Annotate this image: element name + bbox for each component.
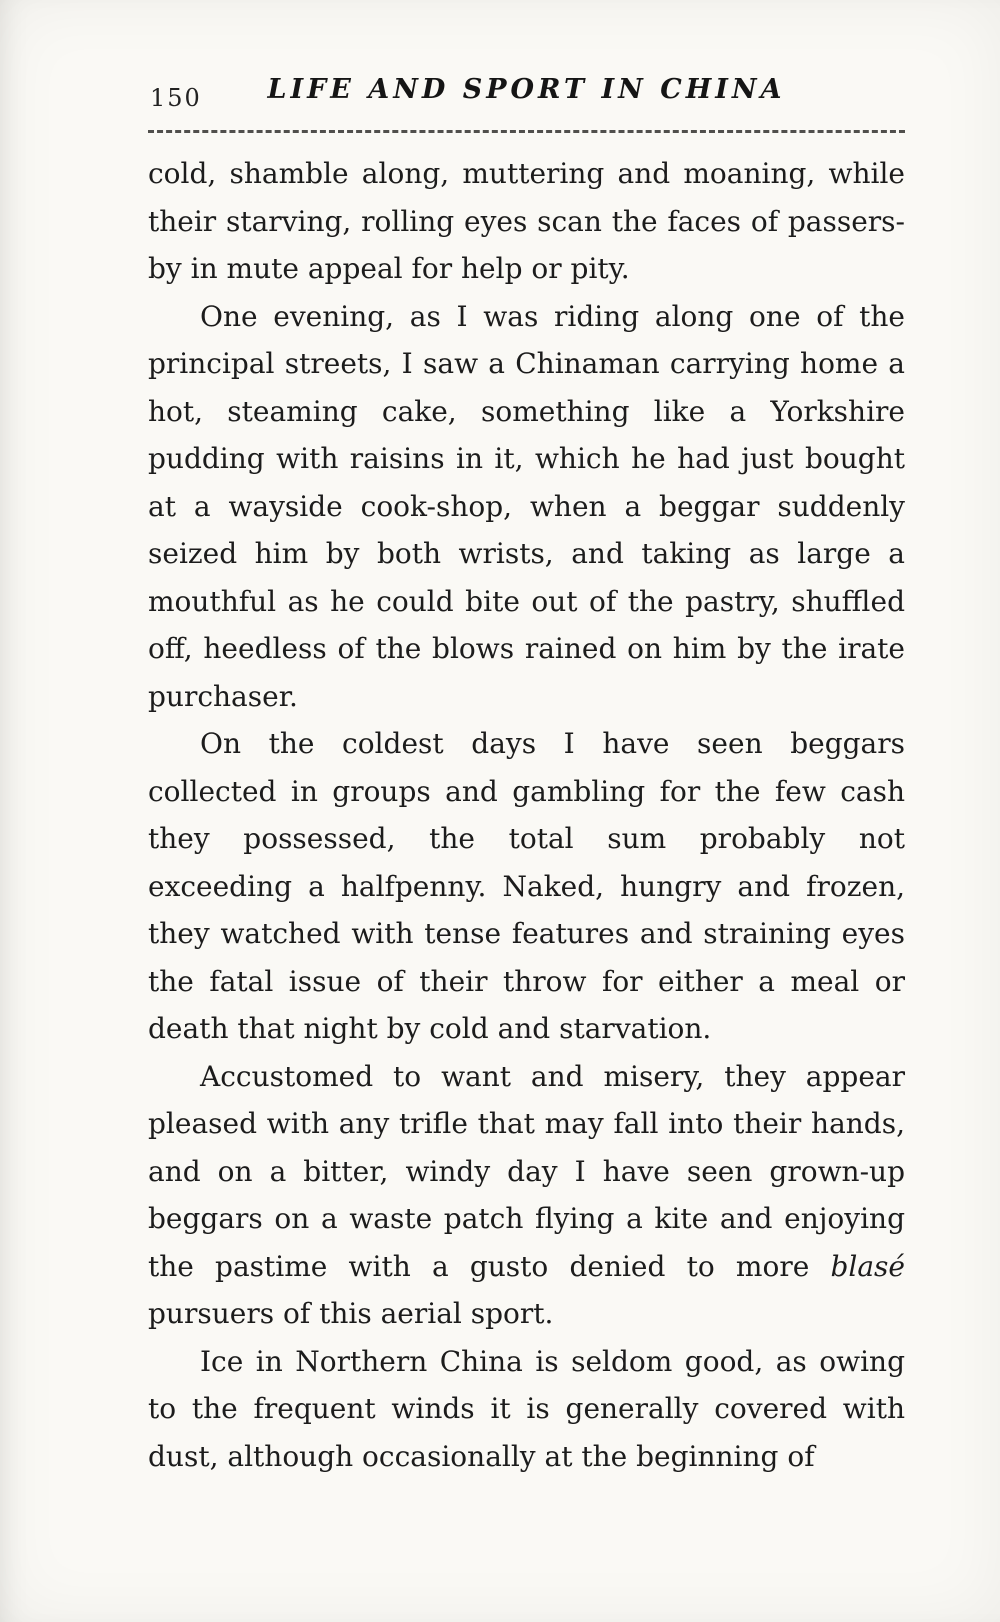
paragraph-continued: cold, shamble along, muttering and moaning, while their starving, rolling eyes scan the faces of passers-by in mute appeal for help or pity. [148, 157, 905, 285]
running-title: LIFE AND SPORT IN CHINA [267, 74, 786, 105]
paragraph-text: pursuers of this aerial sport. [148, 1297, 554, 1330]
paragraph: One evening, as I was riding along one of the principal streets, I saw a Chinaman carrying home a hot, steaming cake, something like a Yorkshire pudding with raisins in it, which he had just bought at a wayside cook-shop, when a beggar suddenly seized him by both wrists, and taking as large a mouthful as he could bite out of the pastry, shuffled off, heedless of the blows rained on him by the irate purchaser. [148, 299, 905, 713]
italic-word: blasé [830, 1249, 905, 1283]
paragraph: On the coldest days I have seen beggars collected in groups and gambling for the few cash they possessed, the total sum probably not exceeding a halfpenny. Naked, hungry and frozen, they watched with tense features and straining eyes the fatal issue of their throw for either a meal or death that night by cold and starvation. [148, 727, 905, 1045]
header-rule [148, 130, 905, 133]
paragraph-text: Accustomed to want and misery, they appear pleased with any trifle that may fall into their hands, and on a bitter, windy day I have seen grown-up beggars on a waste patch flying a kite and enjoying the pastime with a gusto denied to more [148, 1059, 905, 1283]
paragraph: Ice in Northern China is seldom good, as owing to the frequent winds it is generally covered with dust, although occasionally at the beginning of [148, 1344, 905, 1473]
page-body [148, 150, 905, 1480]
page-header [148, 74, 905, 118]
paragraph [148, 1053, 905, 1338]
page-number: 150 [150, 84, 202, 112]
